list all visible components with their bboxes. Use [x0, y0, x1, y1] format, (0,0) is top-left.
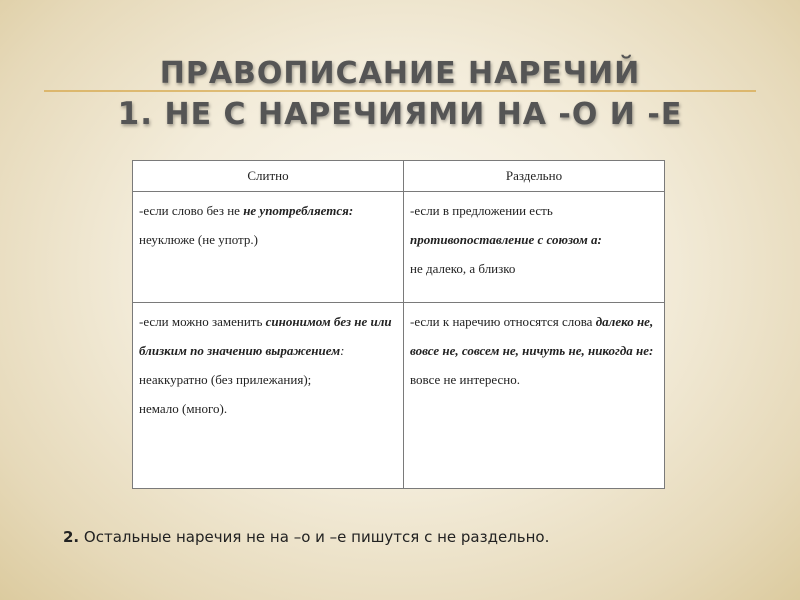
example-text: неуклюже (не употр.) [139, 232, 258, 247]
rule-emphasis: противопоставление с союзом а: [410, 232, 602, 247]
footer-number: 2. [63, 528, 80, 546]
rule-text [139, 307, 397, 365]
rule-emphasis: далеко не, вовсе не, совсем не, ничуть не, никогда не: [410, 314, 654, 358]
header-together: Слитно [133, 161, 404, 192]
rule-prefix: -если в предложении есть [410, 203, 553, 218]
cell-together-rule-2 [133, 303, 404, 489]
slide-title [40, 54, 760, 135]
title-number: 1. [117, 96, 154, 132]
title-line-2-text: НЕ С НАРЕЧИЯМИ НА -О И -Е [153, 97, 683, 132]
rule-text [139, 196, 397, 225]
rule-prefix: -если можно заменить [139, 314, 266, 329]
example-text: немало (много). [139, 401, 228, 416]
rule-suffix: : [340, 343, 345, 358]
rule-emphasis: синонимом без не или близким по значению выражением [139, 314, 392, 358]
example-text: неаккуратно (без прилежания); [139, 372, 312, 387]
table-row [133, 192, 665, 303]
cell-separately-rule-1 [404, 192, 665, 303]
footer-text: Остальные наречия не на –о и –е пишутся с не раздельно. [79, 528, 550, 546]
table-header-row [133, 161, 665, 192]
rule-emphasis: не употребляется: [243, 203, 354, 218]
rule-text [410, 307, 658, 365]
spelling-rules-table [132, 160, 665, 489]
title-divider [44, 90, 756, 92]
header-separately: Раздельно [404, 161, 665, 192]
cell-together-rule-1 [133, 192, 404, 303]
rule-prefix: -если слово без не [139, 203, 244, 218]
example-text: не далеко, а близко [410, 261, 516, 276]
table-row [133, 303, 665, 489]
title-line-2 [40, 94, 760, 135]
title-line-1: ПРАВОПИСАНИЕ НАРЕЧИЙ [159, 56, 641, 91]
rule-prefix: -если к наречию относятся слова [410, 314, 596, 329]
example-text: вовсе не интересно. [410, 372, 520, 387]
cell-separately-rule-2 [404, 303, 665, 489]
rule-text [410, 196, 658, 254]
footer-note [63, 528, 549, 546]
